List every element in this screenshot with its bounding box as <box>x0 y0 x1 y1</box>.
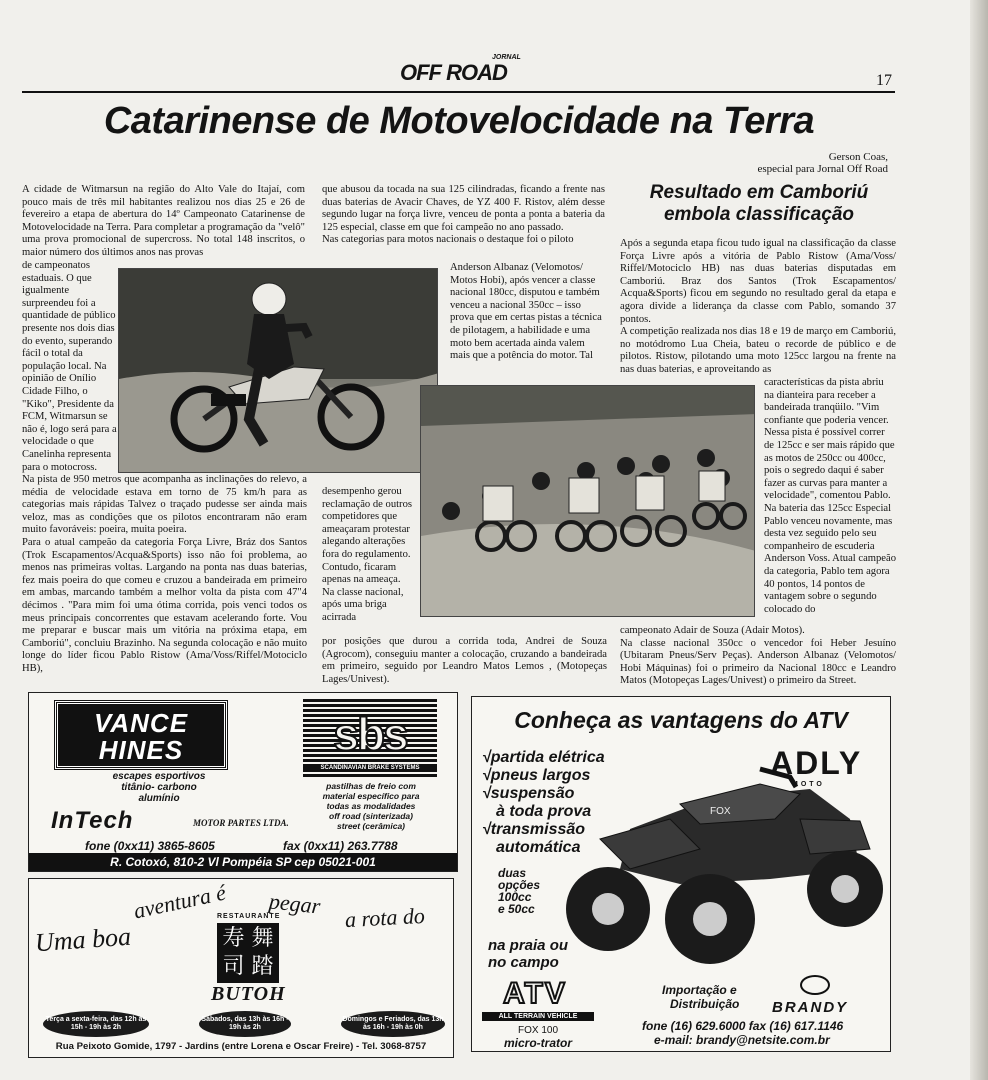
options-line-1: duas <box>498 866 527 880</box>
atv-quad-photo <box>560 759 886 981</box>
brandy-emblem <box>800 975 830 995</box>
ad-vance-hines <box>28 692 458 872</box>
col1-narrow: de campeonatos estaduais. O que igualmente surpreendeu foi a quantidade de público presente nos dois dias do evento, superando fácil o total da população local. Na opinião de Onílio Cidade Filho, o "Kiko", Presidente da FCM, Witmarsun se não é, logo será para a velocidade o que Canelinha representa para o motocross. <box>22 260 117 473</box>
options-line-2: opções <box>498 878 541 892</box>
vance-logo-box <box>55 701 227 769</box>
atv-logo: ATV <box>503 977 567 1010</box>
vance-fax: fax (0xx11) 263.7788 <box>283 839 398 853</box>
race-start-photo <box>421 386 755 617</box>
sbs-text-1: pastilhas de freio com <box>326 781 416 791</box>
adly-sub: MOTO <box>792 781 825 788</box>
vance-phone: fone (0xx11) 3865-8605 <box>85 839 215 853</box>
feature-transmission-2: automática <box>496 839 581 856</box>
photo-rider <box>118 268 438 473</box>
col2-top: que abusou da tocada na sua 125 cilindradas, ficando a frente nas duas baterias de Avacir Chaves, de YZ 400 F. Ristov, além desse segundo lugar na força livre, venceu de ponta a ponta a bateria da 125 especial, classe em que foi campeão no ano passado. Nas categorias para motos nacionais o destaque foi o piloto <box>322 184 605 246</box>
sidebar-title-2: embola classificação <box>663 204 855 225</box>
masthead-logo: OFF ROAD <box>400 60 507 85</box>
masthead <box>400 54 530 88</box>
ad-restaurant <box>28 878 454 1058</box>
col2-narrow: desempenho gerou reclamação de outros competidores que ameaçaram protestar alegando alterações fora do regulamento. Contudo, ficaram apenas na ameaça. Na classe nacional, após uma briga acirrada <box>322 486 413 623</box>
motorcycle-photo <box>119 269 438 473</box>
byline-name: Gerson Coas, <box>828 151 888 163</box>
slogan-3: pegar <box>267 888 322 919</box>
import-2: Distribuição <box>670 997 740 1011</box>
vance-tagline-1: escapes esportivos <box>112 771 206 782</box>
vance-address: R. Cotoxó, 810-2 Vl Pompéia SP cep 05021-001 <box>29 853 457 871</box>
adly-logo: ADLY <box>770 745 863 781</box>
sbs-text-3: todas as modalidades <box>326 801 416 811</box>
vance-tagline-2: titânio- carbono <box>121 782 197 793</box>
restaurant-chars: 寿 舞 司 踏 <box>217 923 279 983</box>
vance-tagline-3: alumínio <box>138 793 180 804</box>
hines-logo: HINES <box>98 735 184 765</box>
beach-2: no campo <box>488 954 559 971</box>
ad-atv <box>471 696 891 1052</box>
sidebar-text-bottom: campeonato Adair de Souza (Adair Motos). Na classe nacional 350cc o vencedor foi Heber Jesuíno (Ubitaram Pneus/Serv Peças). Anderson Albanaz (Velomotos/ Hobi Máquinas) foi o primeiro da Nacional 180cc e Leandro Matos (Motopeças Lages/Univest) o primeiro da Street. <box>620 625 896 687</box>
sbs-sub: SCANDINAVIAN BRAKE SYSTEMS <box>303 765 437 771</box>
model-type: micro-trator <box>503 1036 572 1050</box>
options-line-4: e 50cc <box>498 902 535 916</box>
slogan-2: aventura é <box>131 879 228 924</box>
masthead-small: JORNAL <box>492 54 521 61</box>
intech-logo: InTech <box>51 807 134 834</box>
atv-logo-sub: ALL TERRAIN VEHICLE <box>482 1012 594 1021</box>
col2-bottom: por posições que durou a corrida toda, Andrei de Souza (Agrocom), conseguiu manter a colocação, cruzando a bandeirada em primeiro, seguido por Leandro Matos Lemos , (Motopeças Lages/Univest). <box>322 636 607 685</box>
photo-start <box>420 385 755 617</box>
hours-saturday: Sábados, das 13h às 16h - 19h às 2h <box>199 1011 291 1037</box>
slogan-1: Uma boa <box>34 921 132 958</box>
hours-weekdays: Terça a sexta-feira, das 12h às 15h - 19h às 2h <box>43 1011 149 1037</box>
article-title: Catarinense de Motovelocidade na Terra <box>103 100 815 142</box>
restaurant-name: BUTOH <box>211 983 286 1005</box>
col1-bottom: Na pista de 950 metros que acompanha as inclinações do relevo, a média de velocidade estava em torno de 75 km/h para as categorias mais rápidas Talvez o traçado pudesse ser ainda mais veloz, mas as condições que os pilotos encontraram não eram muito favoráveis: poeira, muita poeira. Para o atual campeão da categoria Força Livre, Bráz dos Santos (Trok Escapamentos/Acqua&Sports) isso não foi problema, ao menos nas primeiras voltas. Largando na ponta nas duas baterias, fez mais poeira do que comeu e cruzou a bandeirada em primeiro em ambas, marcando também a melhor volta da pista com 47"4 décimos . "Para mim foi uma ótima corrida, pois venci todos os meus principais concorrentes que estavam acelerando forte. Vou me preparar e buscar mais um vitória na próxima etapa, em Camboriú", concluiu Brazinho. Na segunda colocação e não muito longe do líder ficou Pablo Ristow (Ama/Voss/Riffel/Motociclo HB), <box>22 474 307 674</box>
page-number: 17 <box>876 72 892 89</box>
atv-phone: fone (16) 629.6000 fax (16) 617.1146 <box>642 1019 844 1033</box>
beach-1: na praia ou <box>488 937 569 954</box>
sidebar-text-top: Após a segunda etapa ficou tudo igual na classificação da classe Força Livre após a vitória de Pablo Ristow (Ama/Voss/ Riffel/Motociclo HB) nas duas baterias disputadas em Camboriú. Braz dos Santos (Trok Escapamentos/ Acqua&Sports) ficou em segundo no resultado geral da etapa e agora divide a liderança da classe com Pablo, somando 37 pontos. A competição realizada nos dias 18 e 19 de março em Camboriú, no motódromo Lua Cheia, bateu o recorde de público e de pilotos. Ristow, pilotando uma moto 125cc largou na frente na nas duas baterias, e aproveitando as <box>620 238 896 375</box>
svg-text:FOX: FOX <box>710 806 731 817</box>
options-line-3: 100cc <box>498 890 532 904</box>
sidebar-text-narrow: características da pista abriu na dianteira para receber a bandeirada tranqüilo. "Vim confiante que poderia vencer. Nessa pista é possível correr de 125cc e ser mais rápido que as motos de 250cc ou 400cc, pois o segredo daqui é saber fazer as curvas para manter a velocidade", comentou Pablo. Na bateria das 125cc Especial Pablo venceu novamente, mas desta vez seguido pelo seu companheiro de escuderia Anderson Voss. Atual campeão da categoria, Pablo tem agora 40 pontos, 14 pontos de vantagem sobre o segundo colocado do <box>764 377 897 615</box>
atv-headline: Conheça as vantagens do ATV <box>514 707 848 733</box>
page-edge <box>970 0 988 1080</box>
atv-email: e-mail: brandy@netsite.com.br <box>654 1033 830 1047</box>
sbs-text-2: material específico para <box>322 791 420 801</box>
sbs-text-4: off road (sinterizada) <box>329 811 413 821</box>
sbs-text-5: street (cerâmica) <box>336 821 406 831</box>
restaurant-address: Rua Peixoto Gomide, 1797 - Jardins (entre Lorena e Oscar Freire) - Tel. 3068-8757 <box>55 1041 427 1052</box>
header-rule <box>22 91 895 93</box>
restaurant-label: RESTAURANTE <box>217 913 281 920</box>
feature-suspension-2: à toda prova <box>496 803 592 820</box>
col2-right: Anderson Albanaz (Velomotos/ Motos Hobi), após vencer a classe nacional 180cc, disputou e também venceu a nacional 350cc – isso prova que em certas pistas a técnica de pilotagem, a habilidade e uma moto bem acertada ainda valem mais que a potência do motor. Tal <box>450 262 602 362</box>
slogan-4: a rota do <box>344 902 426 933</box>
col1-top: A cidade de Witmarsun na região do Alto Vale do Itajaí, com pouco mais de três mil habitantes realizou nos dias 25 e 26 de fevereiro a etapa de abertura do 14º Campeonato Catarinense de Motovelocidade na Terra. Para completar a programação da "velô" uma prova promocional de supercross. No total 148 inscritos, o maior número dos últimos anos nas provas <box>22 184 305 258</box>
feature-suspension: √suspensão <box>482 785 575 802</box>
sidebar-title-1: Resultado em Camboriú <box>649 182 869 203</box>
model-name: FOX 100 <box>517 1025 559 1036</box>
motor-partes: MOTOR PARTES LTDA. <box>193 818 289 828</box>
feature-transmission: √transmissão <box>482 821 586 838</box>
hours-sunday: Domingos e Feriados, das 13h às 16h - 19h às 0h <box>341 1011 445 1037</box>
byline-role: especial para Jornal Off Road <box>757 163 888 175</box>
brandy-logo: BRANDY <box>772 999 849 1016</box>
sbs-logo-box <box>303 699 437 777</box>
atv-options <box>498 867 540 915</box>
sbs-logo: sbs <box>333 708 407 760</box>
vance-logo: VANCE <box>93 708 189 738</box>
feature-wide-tires: √pneus largos <box>482 767 591 784</box>
import-1: Importação e <box>662 983 737 997</box>
feature-electric-start: √partida elétrica <box>482 749 605 766</box>
